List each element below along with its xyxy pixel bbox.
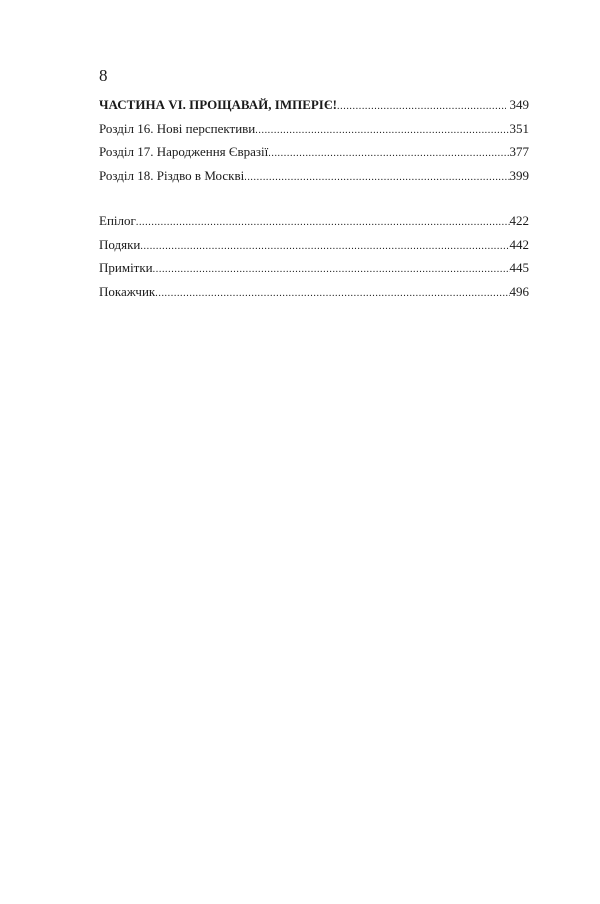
page-number: 8 (99, 66, 108, 85)
toc-chapter-page: 351 (509, 120, 529, 136)
toc-part-title: ЧАСТИНА VI. ПРОЩАВАЙ, ІМПЕРІЄ! (99, 97, 338, 112)
toc-part-entry[interactable] (99, 95, 529, 119)
toc-leader-dots (244, 168, 509, 188)
toc-back-matter-title: Подяки (99, 236, 141, 252)
toc-chapter-entry[interactable] (99, 119, 529, 143)
toc-back-matter-title: Епілог (99, 213, 136, 228)
toc-leader-dots (140, 237, 509, 257)
toc-back-matter-entry[interactable] (99, 258, 529, 282)
toc-back-matter-entry[interactable] (99, 235, 529, 259)
toc-chapter-title: Розділ 16. Нові перспективи (99, 120, 256, 136)
toc-chapter-entry[interactable] (99, 142, 529, 166)
toc-chapter-title: Розділ 18. Різдво в Москві (99, 167, 245, 183)
toc-chapter-page: 399 (509, 167, 529, 183)
toc-back-matter-section (99, 211, 529, 305)
toc-leader-dots (337, 97, 505, 117)
toc-back-matter-page: 442 (509, 236, 529, 252)
toc-part-page: 349 (509, 97, 529, 112)
toc-back-matter-page: 422 (509, 213, 529, 228)
toc-back-matter-title: Покажчик (99, 283, 156, 299)
toc-leader-dots (136, 213, 510, 233)
toc-back-matter-entry[interactable] (99, 282, 529, 306)
toc-leader-dots (255, 121, 509, 141)
toc-chapter-title: Розділ 17. Народження Євразії (99, 144, 269, 159)
toc-leader-dots (268, 144, 509, 164)
toc-chapter-page: 377 (509, 144, 529, 159)
toc-chapter-entry[interactable] (99, 166, 529, 190)
toc-back-matter-page: 496 (509, 283, 529, 299)
toc-leader-dots (153, 260, 510, 280)
toc-part-section (99, 95, 529, 189)
toc-leader-dots (155, 284, 509, 304)
toc-back-matter-entry[interactable] (99, 211, 529, 235)
toc-back-matter-title: Примітки (99, 260, 153, 275)
toc-back-matter-page: 445 (509, 260, 529, 275)
